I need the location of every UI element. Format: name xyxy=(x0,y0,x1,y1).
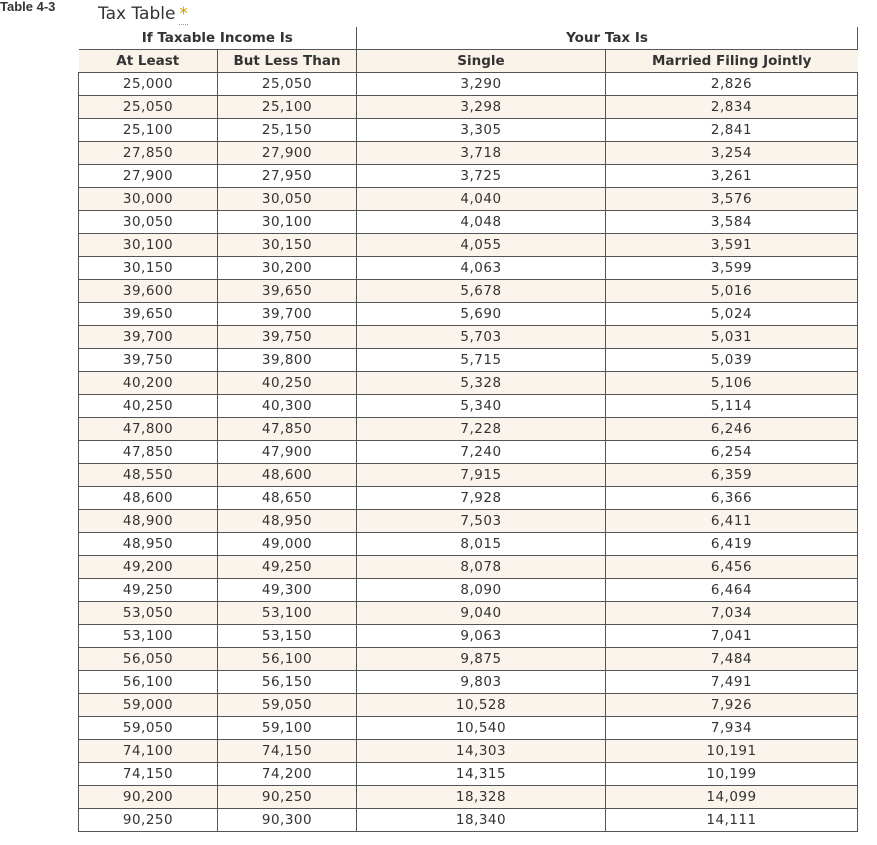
cell-single: 5,715 xyxy=(357,349,606,372)
table-row xyxy=(79,671,858,694)
cell-married-filing-jointly: 3,254 xyxy=(606,142,858,165)
cell-married-filing-jointly: 7,491 xyxy=(606,671,858,694)
cell-but-less-than: 49,300 xyxy=(218,579,357,602)
table-row xyxy=(79,533,858,556)
cell-but-less-than: 59,050 xyxy=(218,694,357,717)
cell-single: 4,048 xyxy=(357,211,606,234)
cell-single: 18,328 xyxy=(357,786,606,809)
cell-single: 10,528 xyxy=(357,694,606,717)
cell-but-less-than: 25,050 xyxy=(218,73,357,96)
table-row xyxy=(79,395,858,418)
cell-married-filing-jointly: 10,191 xyxy=(606,740,858,763)
cell-married-filing-jointly: 5,106 xyxy=(606,372,858,395)
cell-at-least: 30,050 xyxy=(79,211,218,234)
cell-but-less-than: 48,600 xyxy=(218,464,357,487)
cell-at-least: 27,900 xyxy=(79,165,218,188)
cell-single: 3,718 xyxy=(357,142,606,165)
header-group-row xyxy=(79,27,858,50)
cell-at-least: 39,600 xyxy=(79,280,218,303)
cell-but-less-than: 56,150 xyxy=(218,671,357,694)
cell-but-less-than: 25,100 xyxy=(218,96,357,119)
cell-single: 9,875 xyxy=(357,648,606,671)
cell-married-filing-jointly: 3,584 xyxy=(606,211,858,234)
cell-but-less-than: 47,900 xyxy=(218,441,357,464)
cell-at-least: 59,000 xyxy=(79,694,218,717)
cell-single: 9,803 xyxy=(357,671,606,694)
cell-single: 3,298 xyxy=(357,96,606,119)
cell-single: 4,040 xyxy=(357,188,606,211)
table-row xyxy=(79,303,858,326)
cell-married-filing-jointly: 10,199 xyxy=(606,763,858,786)
cell-at-least: 59,050 xyxy=(79,717,218,740)
cell-at-least: 30,100 xyxy=(79,234,218,257)
cell-single: 4,063 xyxy=(357,257,606,280)
table-row xyxy=(79,464,858,487)
table-number-label: Table 4-3 xyxy=(0,0,56,14)
cell-but-less-than: 27,950 xyxy=(218,165,357,188)
cell-single: 14,303 xyxy=(357,740,606,763)
cell-at-least: 56,050 xyxy=(79,648,218,671)
table-row xyxy=(79,579,858,602)
cell-at-least: 48,600 xyxy=(79,487,218,510)
cell-but-less-than: 40,250 xyxy=(218,372,357,395)
cell-single: 7,240 xyxy=(357,441,606,464)
tax-table-header xyxy=(79,27,858,73)
cell-at-least: 49,200 xyxy=(79,556,218,579)
cell-at-least: 40,250 xyxy=(79,395,218,418)
cell-at-least: 90,200 xyxy=(79,786,218,809)
cell-married-filing-jointly: 3,599 xyxy=(606,257,858,280)
cell-but-less-than: 74,150 xyxy=(218,740,357,763)
cell-at-least: 90,250 xyxy=(79,809,218,832)
table-row xyxy=(79,372,858,395)
cell-single: 8,090 xyxy=(357,579,606,602)
cell-married-filing-jointly: 6,359 xyxy=(606,464,858,487)
cell-at-least: 56,100 xyxy=(79,671,218,694)
cell-single: 8,015 xyxy=(357,533,606,556)
cell-at-least: 39,650 xyxy=(79,303,218,326)
cell-married-filing-jointly: 6,246 xyxy=(606,418,858,441)
tax-table-body xyxy=(79,73,858,832)
cell-married-filing-jointly: 14,099 xyxy=(606,786,858,809)
cell-but-less-than: 30,150 xyxy=(218,234,357,257)
cell-at-least: 40,200 xyxy=(79,372,218,395)
cell-at-least: 30,150 xyxy=(79,257,218,280)
table-title xyxy=(98,4,188,24)
cell-but-less-than: 30,100 xyxy=(218,211,357,234)
table-row xyxy=(79,188,858,211)
cell-married-filing-jointly: 3,591 xyxy=(606,234,858,257)
table-row xyxy=(79,211,858,234)
cell-at-least: 25,050 xyxy=(79,96,218,119)
cell-but-less-than: 47,850 xyxy=(218,418,357,441)
cell-but-less-than: 49,250 xyxy=(218,556,357,579)
cell-single: 3,290 xyxy=(357,73,606,96)
cell-at-least: 27,850 xyxy=(79,142,218,165)
cell-married-filing-jointly: 7,484 xyxy=(606,648,858,671)
cell-at-least: 49,250 xyxy=(79,579,218,602)
cell-at-least: 25,100 xyxy=(79,119,218,142)
cell-but-less-than: 53,100 xyxy=(218,602,357,625)
cell-single: 5,328 xyxy=(357,372,606,395)
cell-but-less-than: 48,950 xyxy=(218,510,357,533)
header-but-less-than: But Less Than xyxy=(218,50,357,73)
cell-single: 3,305 xyxy=(357,119,606,142)
cell-single: 5,690 xyxy=(357,303,606,326)
cell-married-filing-jointly: 6,411 xyxy=(606,510,858,533)
cell-married-filing-jointly: 5,016 xyxy=(606,280,858,303)
cell-at-least: 39,750 xyxy=(79,349,218,372)
cell-but-less-than: 56,100 xyxy=(218,648,357,671)
cell-but-less-than: 25,150 xyxy=(218,119,357,142)
cell-married-filing-jointly: 2,841 xyxy=(606,119,858,142)
cell-married-filing-jointly: 5,031 xyxy=(606,326,858,349)
cell-but-less-than: 74,200 xyxy=(218,763,357,786)
cell-but-less-than: 27,900 xyxy=(218,142,357,165)
cell-single: 5,678 xyxy=(357,280,606,303)
cell-married-filing-jointly: 2,834 xyxy=(606,96,858,119)
table-row xyxy=(79,165,858,188)
cell-but-less-than: 39,800 xyxy=(218,349,357,372)
cell-but-less-than: 30,200 xyxy=(218,257,357,280)
cell-at-least: 53,100 xyxy=(79,625,218,648)
cell-married-filing-jointly: 6,464 xyxy=(606,579,858,602)
cell-single: 7,928 xyxy=(357,487,606,510)
table-row xyxy=(79,280,858,303)
table-row xyxy=(79,441,858,464)
cell-at-least: 74,100 xyxy=(79,740,218,763)
cell-single: 7,915 xyxy=(357,464,606,487)
table-row xyxy=(79,602,858,625)
cell-single: 5,703 xyxy=(357,326,606,349)
cell-married-filing-jointly: 5,114 xyxy=(606,395,858,418)
cell-single: 7,228 xyxy=(357,418,606,441)
cell-married-filing-jointly: 6,254 xyxy=(606,441,858,464)
table-row xyxy=(79,809,858,832)
cell-married-filing-jointly: 7,926 xyxy=(606,694,858,717)
cell-but-less-than: 39,650 xyxy=(218,280,357,303)
table-row xyxy=(79,763,858,786)
cell-but-less-than: 90,300 xyxy=(218,809,357,832)
cell-but-less-than: 30,050 xyxy=(218,188,357,211)
table-row xyxy=(79,625,858,648)
table-row xyxy=(79,740,858,763)
cell-single: 4,055 xyxy=(357,234,606,257)
table-row xyxy=(79,487,858,510)
table-row xyxy=(79,73,858,96)
table-row xyxy=(79,234,858,257)
cell-at-least: 30,000 xyxy=(79,188,218,211)
table-row xyxy=(79,119,858,142)
table-row xyxy=(79,694,858,717)
cell-single: 5,340 xyxy=(357,395,606,418)
table-row xyxy=(79,648,858,671)
cell-married-filing-jointly: 7,034 xyxy=(606,602,858,625)
cell-at-least: 48,900 xyxy=(79,510,218,533)
cell-single: 7,503 xyxy=(357,510,606,533)
cell-at-least: 39,700 xyxy=(79,326,218,349)
header-taxable-income-group: If Taxable Income Is xyxy=(79,27,357,50)
cell-married-filing-jointly: 7,934 xyxy=(606,717,858,740)
cell-single: 9,063 xyxy=(357,625,606,648)
header-married-filing-jointly: Married Filing Jointly xyxy=(606,50,858,73)
cell-but-less-than: 59,100 xyxy=(218,717,357,740)
cell-but-less-than: 39,700 xyxy=(218,303,357,326)
table-row xyxy=(79,556,858,579)
cell-married-filing-jointly: 6,366 xyxy=(606,487,858,510)
table-title-text: Tax Table xyxy=(98,4,176,24)
cell-married-filing-jointly: 3,261 xyxy=(606,165,858,188)
tax-table xyxy=(78,27,858,832)
cell-but-less-than: 53,150 xyxy=(218,625,357,648)
star-icon[interactable]: * xyxy=(179,4,188,24)
cell-at-least: 53,050 xyxy=(79,602,218,625)
cell-at-least: 25,000 xyxy=(79,73,218,96)
cell-single: 9,040 xyxy=(357,602,606,625)
cell-at-least: 48,950 xyxy=(79,533,218,556)
cell-single: 14,315 xyxy=(357,763,606,786)
cell-married-filing-jointly: 2,826 xyxy=(606,73,858,96)
cell-single: 18,340 xyxy=(357,809,606,832)
table-row xyxy=(79,418,858,441)
cell-but-less-than: 48,650 xyxy=(218,487,357,510)
cell-married-filing-jointly: 7,041 xyxy=(606,625,858,648)
table-row xyxy=(79,717,858,740)
cell-but-less-than: 39,750 xyxy=(218,326,357,349)
header-column-row xyxy=(79,50,858,73)
table-row xyxy=(79,96,858,119)
table-row xyxy=(79,257,858,280)
cell-at-least: 74,150 xyxy=(79,763,218,786)
cell-at-least: 47,850 xyxy=(79,441,218,464)
header-your-tax-group: Your Tax Is xyxy=(357,27,858,50)
cell-single: 3,725 xyxy=(357,165,606,188)
table-row xyxy=(79,142,858,165)
cell-single: 8,078 xyxy=(357,556,606,579)
cell-married-filing-jointly: 6,419 xyxy=(606,533,858,556)
header-at-least: At Least xyxy=(79,50,218,73)
table-row xyxy=(79,349,858,372)
cell-but-less-than: 40,300 xyxy=(218,395,357,418)
cell-married-filing-jointly: 6,456 xyxy=(606,556,858,579)
cell-at-least: 47,800 xyxy=(79,418,218,441)
cell-but-less-than: 49,000 xyxy=(218,533,357,556)
cell-at-least: 48,550 xyxy=(79,464,218,487)
header-single: Single xyxy=(357,50,606,73)
cell-married-filing-jointly: 5,024 xyxy=(606,303,858,326)
cell-married-filing-jointly: 3,576 xyxy=(606,188,858,211)
cell-married-filing-jointly: 14,111 xyxy=(606,809,858,832)
cell-but-less-than: 90,250 xyxy=(218,786,357,809)
cell-single: 10,540 xyxy=(357,717,606,740)
table-row xyxy=(79,326,858,349)
cell-married-filing-jointly: 5,039 xyxy=(606,349,858,372)
table-row xyxy=(79,786,858,809)
table-row xyxy=(79,510,858,533)
